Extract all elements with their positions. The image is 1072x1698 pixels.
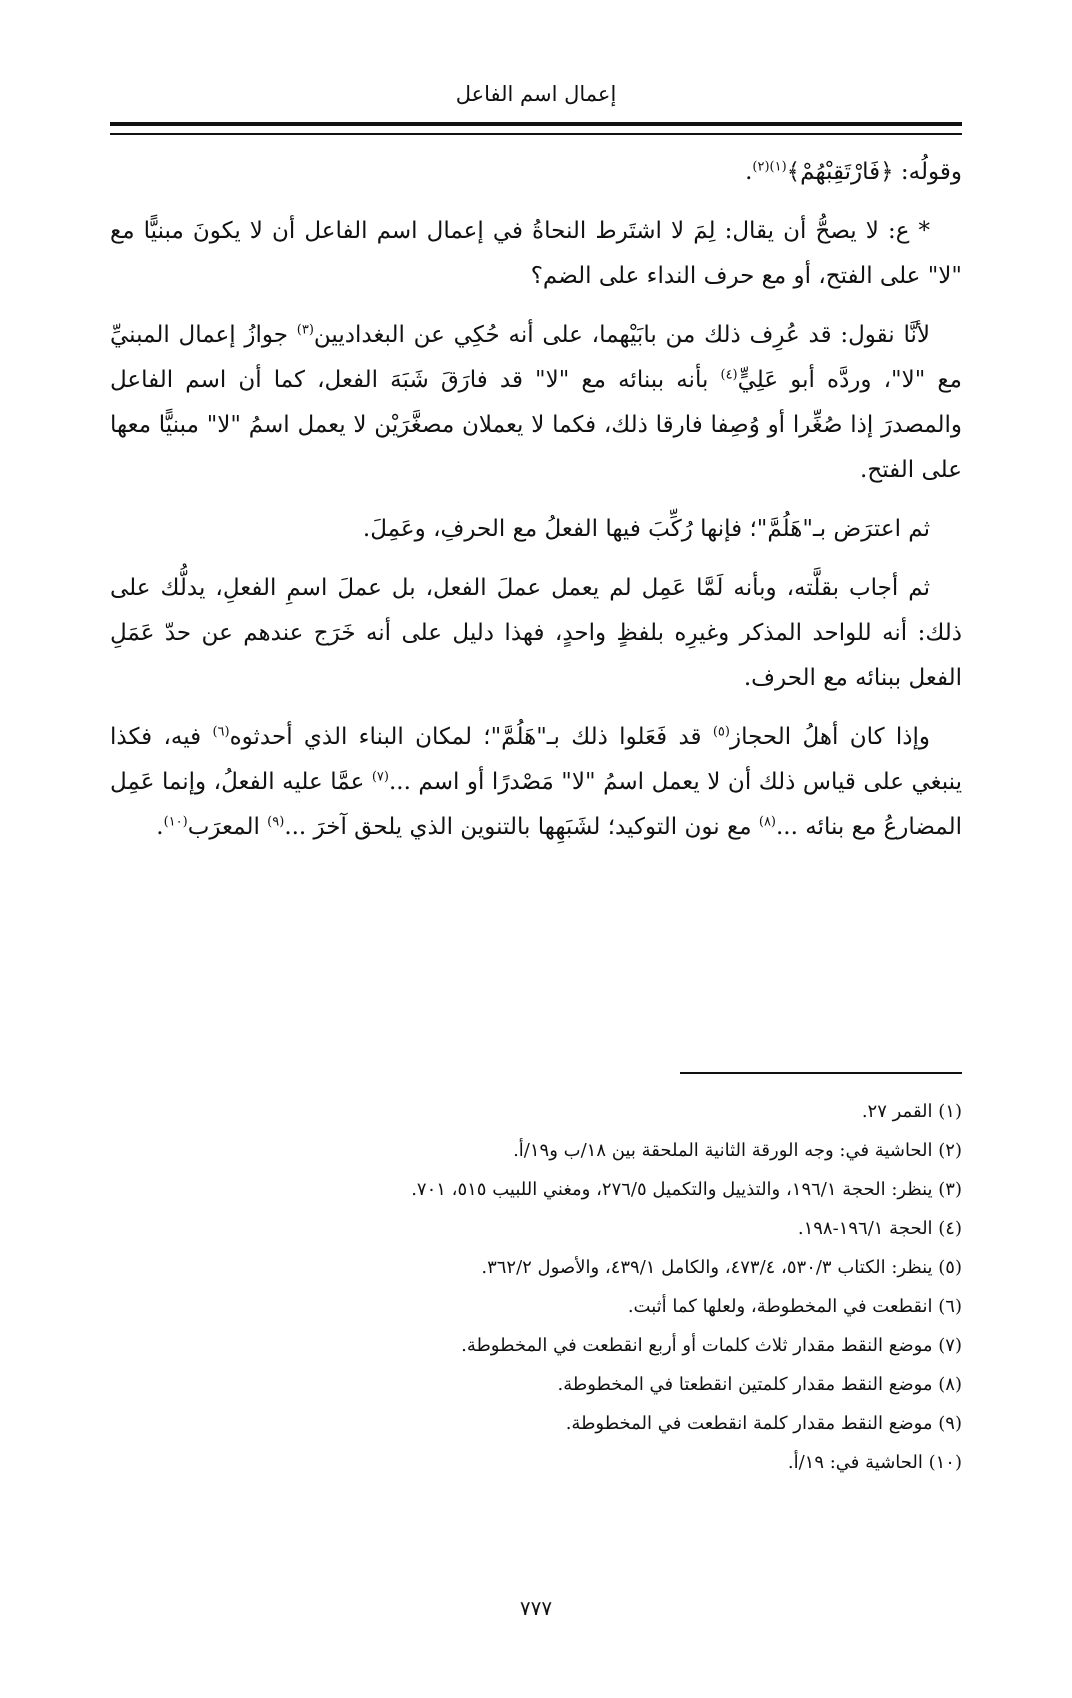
footnote-ref-9: (٩): [267, 814, 285, 830]
footnote-3: (٣) ينظر: الحجة ١٩٦/١، والتذييل والتكميل ٢٧٦/٥، ومغني اللبيب ٥١٥، ٧٠١.: [411, 1179, 962, 1200]
p3-text-a: لأنَّا نقول: قد عُرِف ذلك من بابَيْهما، على أنه حُكِي عن البغداديين: [313, 322, 930, 348]
footnote-ref-6: (٦): [212, 724, 230, 740]
p6-text-a: وإذا كان أهلُ الحجاز: [729, 724, 930, 750]
footnote-2: (٢) الحاشية في: وجه الورقة الثانية الملحقة بين ١٨/ب و١٩/أ.: [513, 1140, 962, 1161]
footnote-ref-4: (٤): [720, 367, 738, 383]
footnote-ref-5: (٥): [712, 724, 730, 740]
footnote-6: (٦) انقطعت في المخطوطة، ولعلها كما أثبت.: [627, 1296, 962, 1317]
footnote-ref-1-2: (١)(٢): [752, 159, 787, 175]
p6-text-g: .: [156, 814, 164, 840]
p6-text-e: مع نون التوكيد؛ لشَبَهِها بالتنوين الذي يلحق آخرَ ...: [284, 814, 759, 840]
running-header: إعمال اسم الفاعل: [455, 82, 617, 106]
paragraph-1: [110, 150, 962, 195]
footnote-ref-8: (٨): [758, 814, 776, 830]
footnote-ref-10: (١٠): [163, 814, 188, 830]
paragraph-4: ثم اعترَض بـ"هَلُمَّ"؛ فإنها رُكِّبَ فيها الفعلُ مع الحرفِ، وعَمِلَ.: [362, 516, 930, 542]
footnote-8: (٨) موضع النقط مقدار كلمتين انقطعتا في المخطوطة.: [557, 1374, 962, 1395]
footnote-7: (٧) موضع النقط مقدار ثلاث كلمات أو أربع انقطعت في المخطوطة.: [461, 1335, 962, 1356]
p1-prefix: وقولُه:: [893, 159, 962, 185]
footnote-10: (١٠) الحاشية في: ١٩/أ.: [787, 1452, 962, 1473]
p3-text-b: جوازُ إعمال المبنيِّ مع "لا"، وردَّه أبو عَلِيٍّ: [110, 322, 962, 393]
header-rule-thick: [110, 122, 962, 126]
paragraph-5: ثم أجاب بقلَّته، وبأنه لَمَّا عَمِل لم يعمل عملَ الفعل، بل عملَ اسمِ الفعلِ، يدلُّك على ذلك: أنه للواحد المذكر وغيرِه بلفظٍ واحدٍ، فهذا دليل على أنه خَرَج عندهم عن حدّ عَمَلِ الفعل ببنائه مع الحرف.: [110, 575, 962, 691]
p3-text-c: بأنه ببنائه مع "لا" قد فارَقَ شَبَهَ الفعل، كما أن اسم الفاعل والمصدرَ إذا صُغِّرا أو وُصِفا فارقا ذلك، فكما لا يعملان مصغَّرَيْن لا يعمل اسمُ "لا" مبنيًّا معها على الفتح.: [110, 367, 962, 483]
p6-text-c: فيه، فكذا ينبغي على قياس ذلك أن لا يعمل اسمُ "لا" مَصْدرًا أو اسم ...: [110, 724, 962, 795]
footnote-ref-3: (٣): [296, 322, 314, 338]
paragraph-6: [110, 715, 962, 850]
footnote-separator: [680, 1072, 962, 1074]
p1-suffix: .: [745, 159, 753, 185]
p6-text-b: قد فَعَلوا ذلك بـ"هَلُمَّ"؛ لمكان البناء الذي أحدثوه: [229, 724, 713, 750]
p6-text-f: المعرَب: [187, 814, 268, 840]
page-number: ٧٧٧: [519, 1596, 553, 1620]
footnotes: [110, 1092, 962, 1482]
paragraph-2: * ع: لا يصحُّ أن يقال: لِمَ لا اشتَرط النحاةُ في إعمال اسم الفاعل أن لا يكونَ مبنيًّا مع "لا" على الفتح، أو مع حرف النداء على الضم؟: [110, 218, 962, 289]
paragraph-3: [110, 313, 962, 493]
footnote-4: (٤) الحجة ١٩٦/١-١٩٨.: [797, 1218, 962, 1239]
footnote-1: (١) القمر ٢٧.: [861, 1101, 962, 1122]
main-text: [110, 150, 962, 864]
quran-verse: ﴿فَارْتَقِبْهُمْ﴾: [786, 159, 894, 185]
footnote-9: (٩) موضع النقط مقدار كلمة انقطعت في المخطوطة.: [565, 1413, 962, 1434]
footnote-ref-7: (٧): [371, 769, 389, 785]
footnote-5: (٥) ينظر: الكتاب ٥٣٠/٣، ٤٧٣/٤، والكامل ٤٣٩/١، والأصول ٣٦٢/٢.: [481, 1257, 962, 1278]
header-rule-thin: [110, 133, 962, 135]
p6-text-d: عمَّا عليه الفعلُ، وإنما عَمِل المضارعُ مع بنائه ...: [110, 769, 962, 840]
